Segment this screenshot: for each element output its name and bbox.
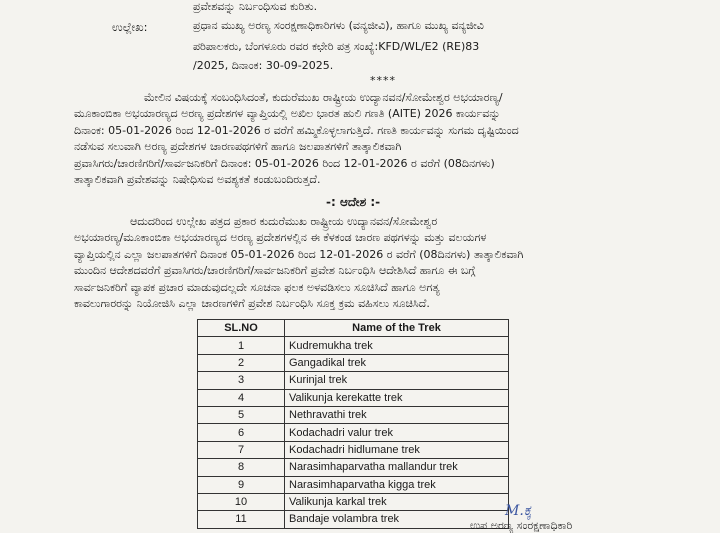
table-row <box>198 424 509 441</box>
slno-cell: 5 <box>198 406 285 423</box>
slno-cell: 1 <box>198 337 285 354</box>
table-row <box>198 372 509 389</box>
subject-continuation: ಪ್ರವೇಶವನ್ನು ನಿರ್ಬಂಧಿಸುವ ಕುರಿತು. <box>193 0 318 13</box>
trek-name-cell: Valikunja kerekatte trek <box>285 389 509 406</box>
trek-name-cell: Valikunja karkal trek <box>285 493 509 510</box>
column-header-slno: SL.NO <box>198 320 285 337</box>
paragraph-1-line: ನಡೆಸುವ ಸಲುವಾಗಿ ಅರಣ್ಯ ಪ್ರದೇಶಗಳ ಚಾರಣಪಥಗಳಿಗೆ ಹಾಗೂ ಜಲಪಾತಗಳಿಗೆ ತಾತ್ಕಾಲಿಕವಾಗಿ <box>74 140 402 154</box>
slno-cell: 3 <box>198 372 285 389</box>
trek-table <box>197 319 509 529</box>
signature: M.ಕ್ಕ <box>505 503 532 519</box>
trek-name-cell: Kodachadri valur trek <box>285 424 509 441</box>
signatory-title: ಉಪ ಅರಣ್ಯ ಸಂರಕ್ಷಣಾಧಿಕಾರಿ <box>470 519 573 532</box>
trek-name-cell: Kodachadri hidlumane trek <box>285 441 509 458</box>
paragraph-2-line: ಮುಂದಿನ ಆದೇಶದವರೆಗೆ ಪ್ರವಾಸಿಗರು/ಚಾರಣಿಗರಿಗೆ/ಸಾರ್ವಜನಿಕರಿಗೆ ಪ್ರವೇಶ ನಿರ್ಬಂಧಿಸಿ ಆದೇಶಿಸಿದೆ ಹಾಗೂ ಈ ಬಗ್ಗೆ <box>74 264 476 278</box>
slno-cell: 8 <box>198 459 285 476</box>
separator: **** <box>370 74 396 87</box>
paragraph-1-line: ತಾತ್ಕಾಲಿಕವಾಗಿ ಪ್ರವೇಶವನ್ನು ನಿಷೇಧಿಸುವ ಅವಶ್ಯಕತೆ ಕಂಡುಬಂದಿರುತ್ತದೆ. <box>74 173 321 187</box>
table-row <box>198 337 509 354</box>
paragraph-1 <box>74 90 674 188</box>
paragraph-2 <box>74 214 674 312</box>
table-row <box>198 354 509 371</box>
paragraph-1-line: ಮೇಲಿನ ವಿಷಯಕ್ಕೆ ಸಂಬಂಧಿಸಿದಂತೆ, ಕುದುರೆಮುಖ ರಾಷ್ಟ್ರೀಯ ಉದ್ಯಾನವನ/ಸೋಮೇಶ್ವರ ಅಭಯಾರಣ್ಯ/ <box>144 91 503 104</box>
trek-name-cell: Kudremukha trek <box>285 337 509 354</box>
paragraph-2-line: ಸಾರ್ವಜನಿಕರಿಗೆ ವ್ಯಾಪಕ ಪ್ರಚಾರ ಮಾಡುವುದಲ್ಲದೇ ಸೂಚನಾ ಫಲಕ ಅಳವಡಿಸಲು ಸೂಚಿಸಿದೆ ಹಾಗೂ ಅಗತ್ಯ <box>74 280 440 294</box>
table-row <box>198 459 509 476</box>
trek-name-cell: Kurinjal trek <box>285 372 509 389</box>
table-header-row <box>198 320 509 337</box>
trek-name-cell: Narasimhaparvatha kigga trek <box>285 476 509 493</box>
column-header-trek-name: Name of the Trek <box>285 320 509 337</box>
slno-cell: 7 <box>198 441 285 458</box>
paragraph-1-line: ದಿನಾಂಕ: 05-01-2026 ರಿಂದ 12-01-2026 ರ ವರೆಗೆ ಹಮ್ಮಿಕೊಳ್ಳಲಾಗುತ್ತಿದೆ. ಗಣತಿ ಕಾರ್ಯವನ್ನು ಸುಗಮ ದೃಷ್ಟಿಯಿಂದ <box>74 123 519 137</box>
reference-label: ಉಲ್ಲೇಖ: <box>112 20 148 34</box>
reference-line-2: ಪರಿಪಾಲಕರು, ಬೆಂಗಳೂರು ರವರ ಕಛೇರಿ ಪತ್ರ ಸಂಖ್ಯೆ:KFD/WL/E2 (RE)83 <box>193 40 480 53</box>
paragraph-1-line: ಮೂಕಾಂಬಿಕಾ ಅಭಯಾರಣ್ಯದ ಅರಣ್ಯ ಪ್ರದೇಶಗಳ ವ್ಯಾಪ್ತಿಯಲ್ಲಿ ಅಖಿಲ ಭಾರತ ಹುಲಿ ಗಣತಿ (AITE) 2026 ಕಾರ್ಯವನ್ನು <box>74 107 501 121</box>
paragraph-1-line: ಪ್ರವಾಸಿಗರು/ಚಾರಣಿಗರಿಗೆ/ಸಾರ್ವಜನಿಕರಿಗೆ ದಿನಾಂಕ: 05-01-2026 ರಿಂದ 12-01-2026 ರ ವರೆಗೆ (08ದಿನಗಳು) <box>74 156 495 170</box>
trek-name-cell: Gangadikal trek <box>285 354 509 371</box>
slno-cell: 9 <box>198 476 285 493</box>
slno-cell: 6 <box>198 424 285 441</box>
slno-cell: 11 <box>198 511 285 528</box>
paragraph-2-line: ಅಭಯಾರಣ್ಯ/ಮೂಕಾಂಬಿಕಾ ಅಭಯಾರಣ್ಯದ ಅರಣ್ಯ ಪ್ರದೇಶಗಳಲ್ಲಿನ ಈ ಕೆಳಕಂಡ ಚಾರಣ ಪಥಗಳನ್ನು ಮತ್ತು ವಲಯಗಳ <box>74 231 487 245</box>
table-row <box>198 406 509 423</box>
order-heading: -: ಆದೇಶ :- <box>326 195 381 209</box>
table-row <box>198 493 509 510</box>
paragraph-2-line: ಆದುದರಿಂದ ಉಲ್ಲೇಖ ಪತ್ರದ ಪ್ರಕಾರ ಕುದುರೆಮುಖ ರಾಷ್ಟ್ರೀಯ ಉದ್ಯಾನವನ/ಸೋಮೇಶ್ವರ <box>130 215 438 228</box>
table-row <box>198 511 509 528</box>
reference-line-3: /2025, ದಿನಾಂಕ: 30-09-2025. <box>193 59 334 72</box>
slno-cell: 10 <box>198 493 285 510</box>
slno-cell: 4 <box>198 389 285 406</box>
paragraph-2-line: ವ್ಯಾಪ್ತಿಯಲ್ಲಿನ ಎಲ್ಲಾ ಜಲಪಾತಗಳಿಗೆ ದಿನಾಂಕ 05-01-2026 ರಿಂದ 12-01-2026 ರ ವರೆಗೆ (08ದಿನಗಳು) ತಾತ್ಕಾಲಿಕವಾಗಿ <box>74 247 524 261</box>
trek-name-cell: Narasimhaparvatha mallandur trek <box>285 459 509 476</box>
trek-name-cell: Bandaje volambra trek <box>285 511 509 528</box>
table-row <box>198 389 509 406</box>
slno-cell: 2 <box>198 354 285 371</box>
trek-name-cell: Nethravathi trek <box>285 406 509 423</box>
reference-line-1: ಪ್ರಧಾನ ಮುಖ್ಯ ಅರಣ್ಯ ಸಂರಕ್ಷಣಾಧಿಕಾರಿಗಳು (ವನ್ಯಜೀವಿ), ಹಾಗೂ ಮುಖ್ಯ ವನ್ಯಜೀವಿ <box>193 19 484 32</box>
table-row <box>198 441 509 458</box>
paragraph-2-line: ಕಾವಲುಗಾರರನ್ನು ನಿಯೋಜಿಸಿ ಎಲ್ಲಾ ಚಾರಣಗಳಿಗೆ ಪ್ರವೇಶ ನಿರ್ಬಂಧಿಸಿ ಸೂಕ್ತ ಕ್ರಮ ವಹಿಸಲು ಸೂಚಿಸಿದೆ. <box>74 297 430 311</box>
table-row <box>198 476 509 493</box>
